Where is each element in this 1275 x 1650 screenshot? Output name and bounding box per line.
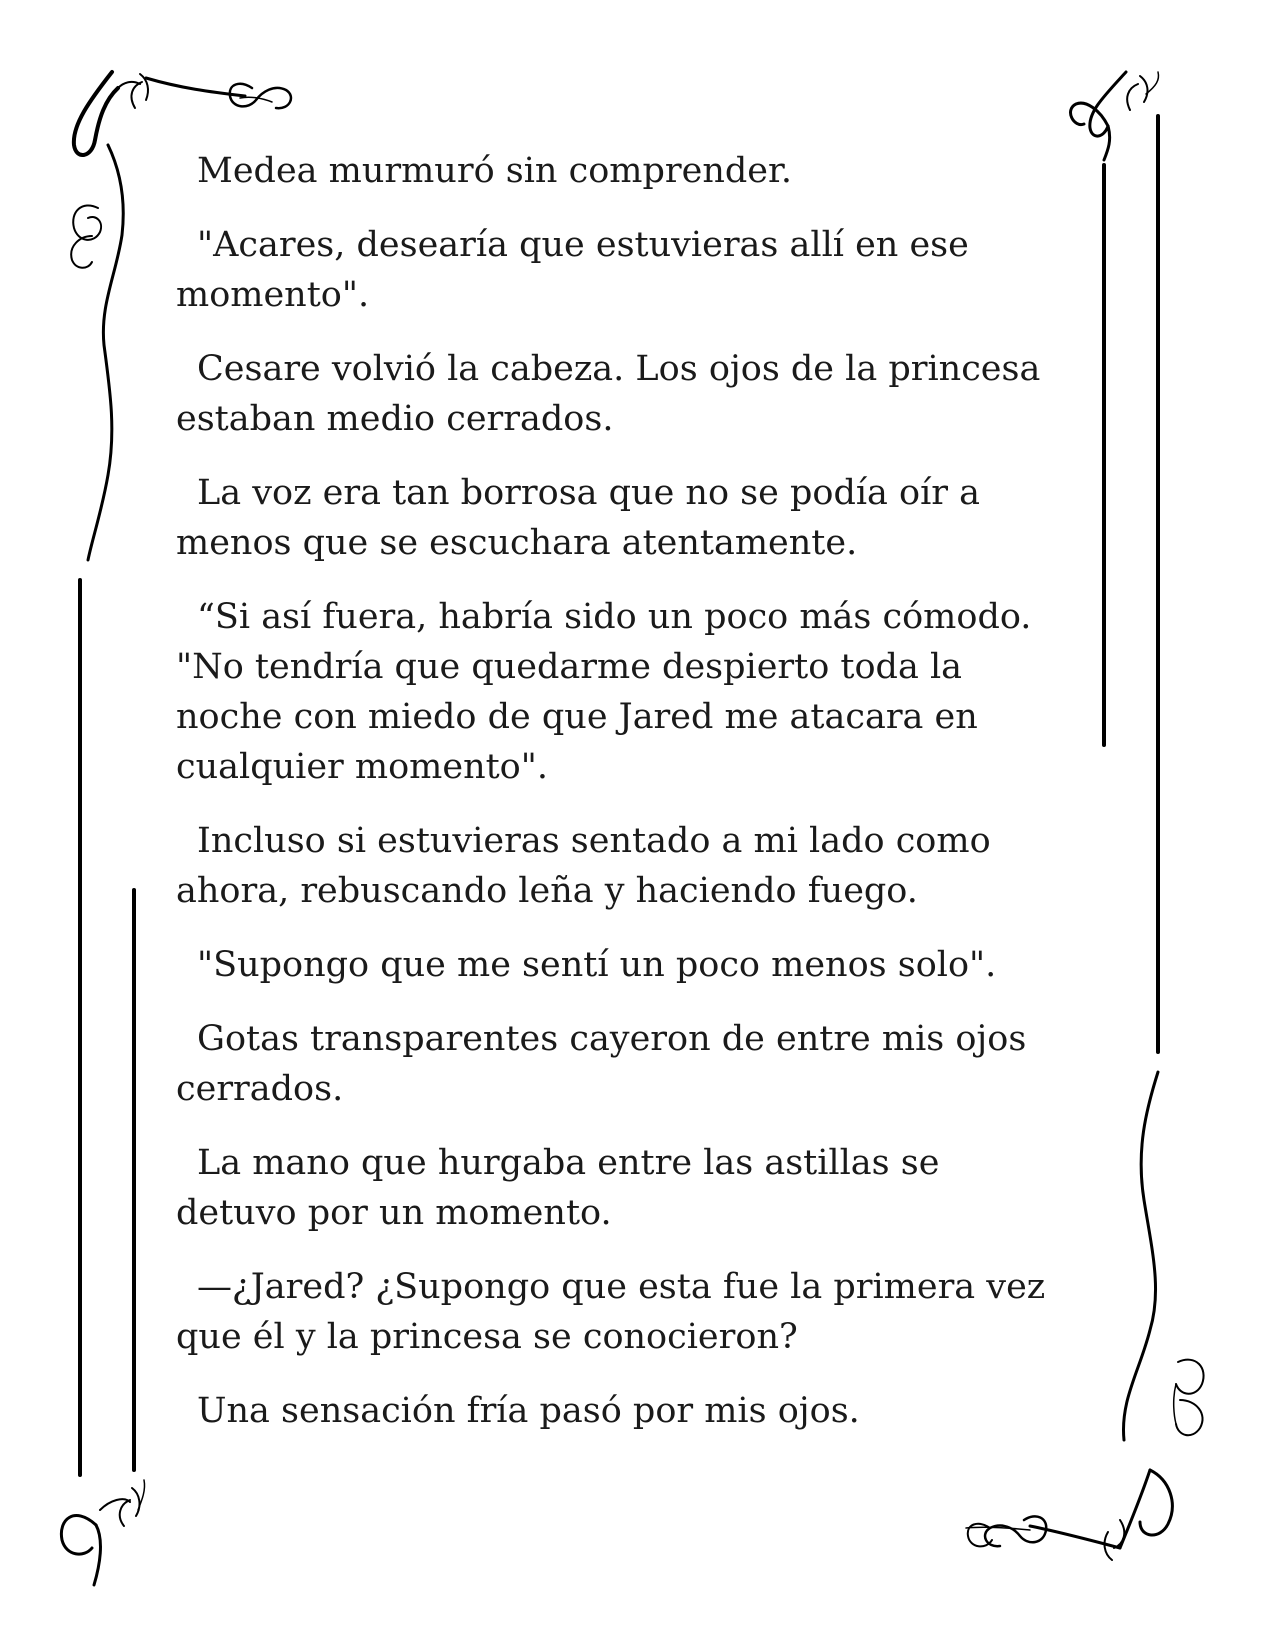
paragraph: Una sensación fría pasó por mis ojos. xyxy=(197,1391,860,1431)
paragraph: La voz era tan borrosa que no se podía oír a menos que se escuchara atentamente. xyxy=(176,473,981,563)
paragraph: —¿Jared? ¿Supongo que esta fue la primera vez que él y la princesa se conocieron? xyxy=(176,1267,1046,1357)
paragraph: Medea murmuró sin comprender. xyxy=(197,151,792,191)
paragraph: "Supongo que me sentí un poco menos solo". xyxy=(197,945,997,985)
top-right-flourish-icon xyxy=(1071,72,1159,160)
paragraph: Incluso si estuvieras sentado a mi lado como ahora, rebuscando leña y haciendo fuego. xyxy=(176,821,991,911)
story-text xyxy=(176,146,1056,1460)
bottom-left-flourish-icon xyxy=(61,1480,144,1585)
paragraph: Gotas transparentes cayeron de entre mis ojos cerrados. xyxy=(176,1019,1027,1109)
paragraph: La mano que hurgaba entre las astillas se detuvo por un momento. xyxy=(176,1143,940,1233)
paragraph: Cesare volvió la cabeza. Los ojos de la princesa estaban medio cerrados. xyxy=(176,349,1041,439)
paragraph: “Si así fuera, habría sido un poco más cómodo. "No tendría que quedarme despierto toda la noche con miedo de que Jared me atacara en cualquier momento". xyxy=(176,597,1032,787)
paragraph: "Acares, desearía que estuvieras allí en ese momento". xyxy=(176,225,969,315)
